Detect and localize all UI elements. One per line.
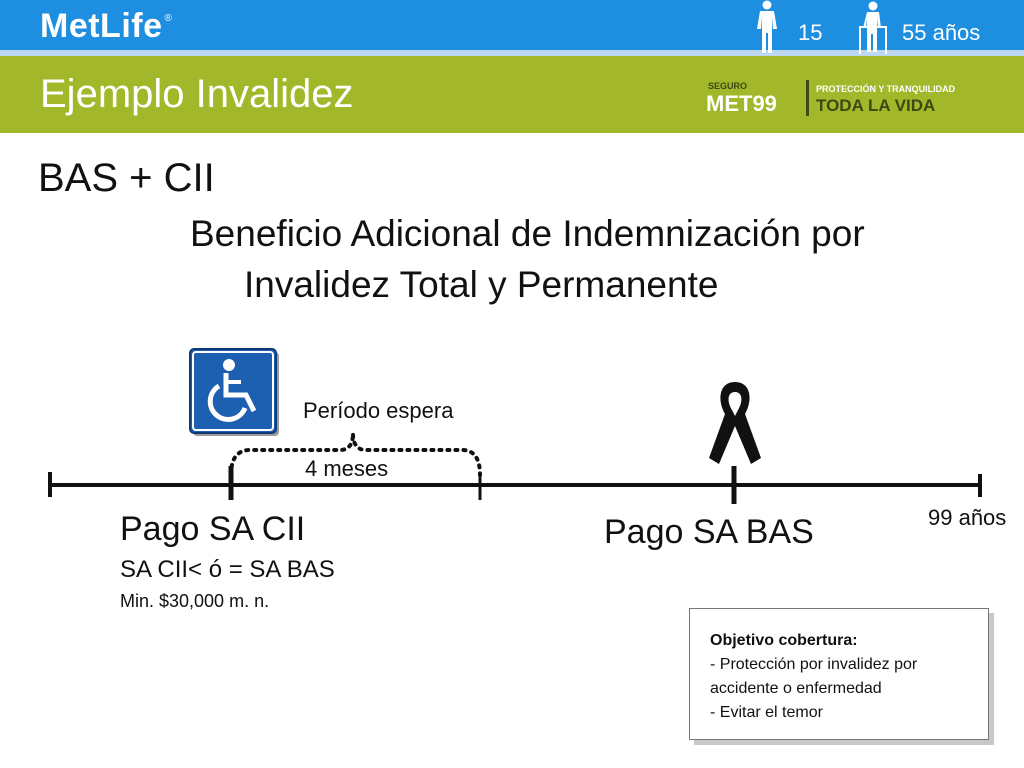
brand-name: MetLife bbox=[40, 7, 163, 45]
logo-product-text: MET99 bbox=[706, 91, 777, 116]
logo-tagline-main: TODA LA VIDA bbox=[816, 96, 936, 115]
age-end-label: 55 años bbox=[902, 20, 981, 45]
objective-box bbox=[689, 608, 989, 740]
logo-tagline-top: PROTECCIÓN Y TRANQUILIDAD bbox=[816, 84, 956, 94]
cii-payment-label: Pago SA CII bbox=[120, 510, 306, 548]
slide-title: Ejemplo Invalidez bbox=[40, 72, 354, 116]
description-line-1: Beneficio Adicional de Indemnización por bbox=[190, 213, 865, 254]
waiting-duration-label: 4 meses bbox=[305, 456, 389, 481]
waiting-period-label: Período espera bbox=[303, 398, 454, 423]
age-start-label: 15 bbox=[798, 20, 823, 45]
objective-heading: Objetivo cobertura: bbox=[710, 632, 858, 649]
description-line-2: Invalidez Total y Permanente bbox=[244, 264, 719, 305]
cii-minimum-label: Min. $30,000 m. n. bbox=[120, 591, 270, 611]
objective-line-2: accidente o enfermedad bbox=[710, 680, 882, 697]
objective-line-3: - Evitar el temor bbox=[710, 704, 823, 721]
bas-payment-label: Pago SA BAS bbox=[604, 513, 814, 551]
logo-small-text: SEGURO bbox=[708, 81, 748, 91]
brand-registered-mark: ® bbox=[164, 13, 173, 24]
section-title: BAS + CII bbox=[38, 156, 215, 200]
cii-rule-label: SA CII< ó = SA BAS bbox=[120, 556, 335, 583]
end-age-label: 99 años bbox=[928, 505, 1007, 530]
mourning-ribbon-icon bbox=[705, 378, 765, 470]
objective-line-1: - Protección por invalidez por bbox=[710, 656, 918, 673]
